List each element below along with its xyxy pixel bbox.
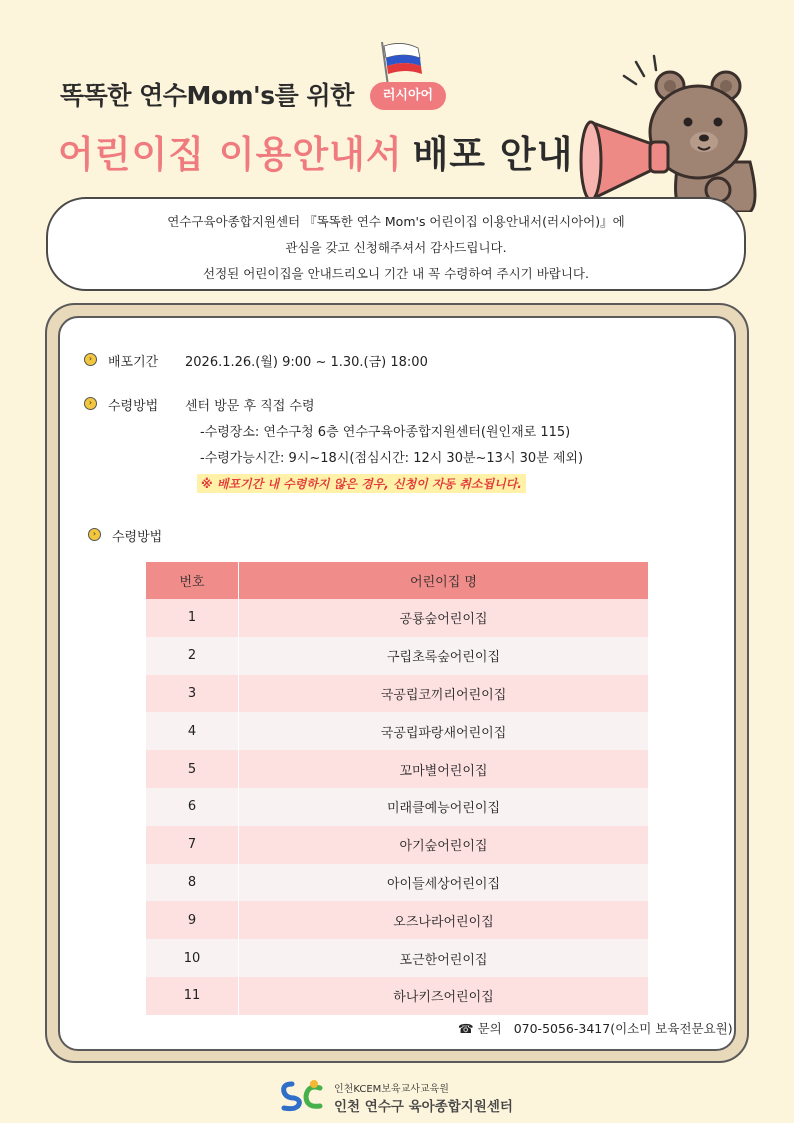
table-section-label: 수령방법 [112,530,163,545]
page-title [58,124,573,178]
row-daycare-name: 아이들세상어린이집 [239,864,649,902]
row-number: 10 [146,939,239,977]
footer-line-2: 인천 연수구 육아종합지원센터 [334,1099,513,1115]
table-header-row [146,562,648,599]
bear-megaphone-illustration [578,52,758,212]
method-label: 수령방법 [108,399,159,414]
intro-line-2: 관심을 갖고 신청해주셔서 감사드립니다. [285,240,507,255]
row-number: 8 [146,864,239,902]
row-number: 9 [146,901,239,939]
title-rest: 배포 안내 [412,133,574,176]
table-row [146,712,648,750]
table-row [146,939,648,977]
table-row [146,637,648,675]
row-number: 4 [146,712,239,750]
table-row [146,977,648,1015]
column-header-daycare-name: 어린이집 명 [239,562,649,599]
row-daycare-name: 포근한어린이집 [239,939,649,977]
table-row [146,599,648,637]
row-daycare-name: 국공립코끼리어린이집 [239,675,649,713]
chevron-right-icon: › [88,528,101,541]
header-subtitle: 똑똑한 연수Mom's를 위한 [60,81,354,110]
chevron-right-icon: › [84,353,97,366]
row-daycare-name: 구립초록숲어린이집 [239,637,649,675]
chevron-right-icon: › [84,397,97,410]
period-value: 2026.1.26.(월) 9:00 ~ 1.30.(금) 18:00 [185,355,428,370]
row-daycare-name: 미래클예능어린이집 [239,788,649,826]
intro-line-3: 선정된 어린이집을 안내드리오니 기간 내 꼭 수령하여 주시기 바랍니다. [203,266,589,281]
row-daycare-name: 국공립파랑새어린이집 [239,712,649,750]
footer-line-1: 인천KCEM보육교사교육원 [334,1084,449,1095]
table-row [146,864,648,902]
row-daycare-name: 아기숲어린이집 [239,826,649,864]
row-daycare-name: 오즈나라어린이집 [239,901,649,939]
table-row [146,901,648,939]
pickup-hours: -수령가능시간: 9시~18시(점심시간: 12시 30분~13시 30분 제외) [200,451,584,466]
row-daycare-name: 하나키즈어린이집 [239,977,649,1015]
center-logo-icon [278,1078,330,1112]
row-daycare-name: 공룡숲어린이집 [239,599,649,637]
method-value: 센터 방문 후 직접 수령 [185,399,315,414]
row-number: 5 [146,750,239,788]
row-number: 1 [146,599,239,637]
daycare-table [146,562,648,1015]
row-number: 6 [146,788,239,826]
cancellation-warning: ※ 배포기간 내 수령하지 않은 경우, 신청이 자동 취소됩니다. [197,474,526,493]
table-row [146,788,648,826]
table-row [146,750,648,788]
column-header-number: 번호 [146,562,239,599]
row-number: 3 [146,675,239,713]
contact-info [458,1019,733,1037]
phone-icon: ☎ [458,1021,474,1036]
row-number: 7 [146,826,239,864]
intro-line-1: 연수구육아종합지원센터 『똑똑한 연수 Mom's 어린이집 이용안내서(러시아어)』에 [167,214,625,229]
row-number: 2 [146,637,239,675]
language-badge: 러시아어 [370,82,446,110]
russia-flag-icon [378,40,424,88]
table-row [146,675,648,713]
table-row [146,826,648,864]
period-label: 배포기간 [108,355,159,370]
contact-value: 070-5056-3417(이소미 보육전문요원) [513,1021,733,1036]
row-number: 11 [146,977,239,1015]
pickup-place: -수령장소: 연수구청 6층 연수구육아종합지원센터(원인재로 115) [200,425,571,440]
row-daycare-name: 꼬마별어린이집 [239,750,649,788]
intro-message [46,197,746,291]
title-highlight: 어린이집 이용안내서 [58,133,403,176]
contact-label: 문의 [477,1021,502,1036]
